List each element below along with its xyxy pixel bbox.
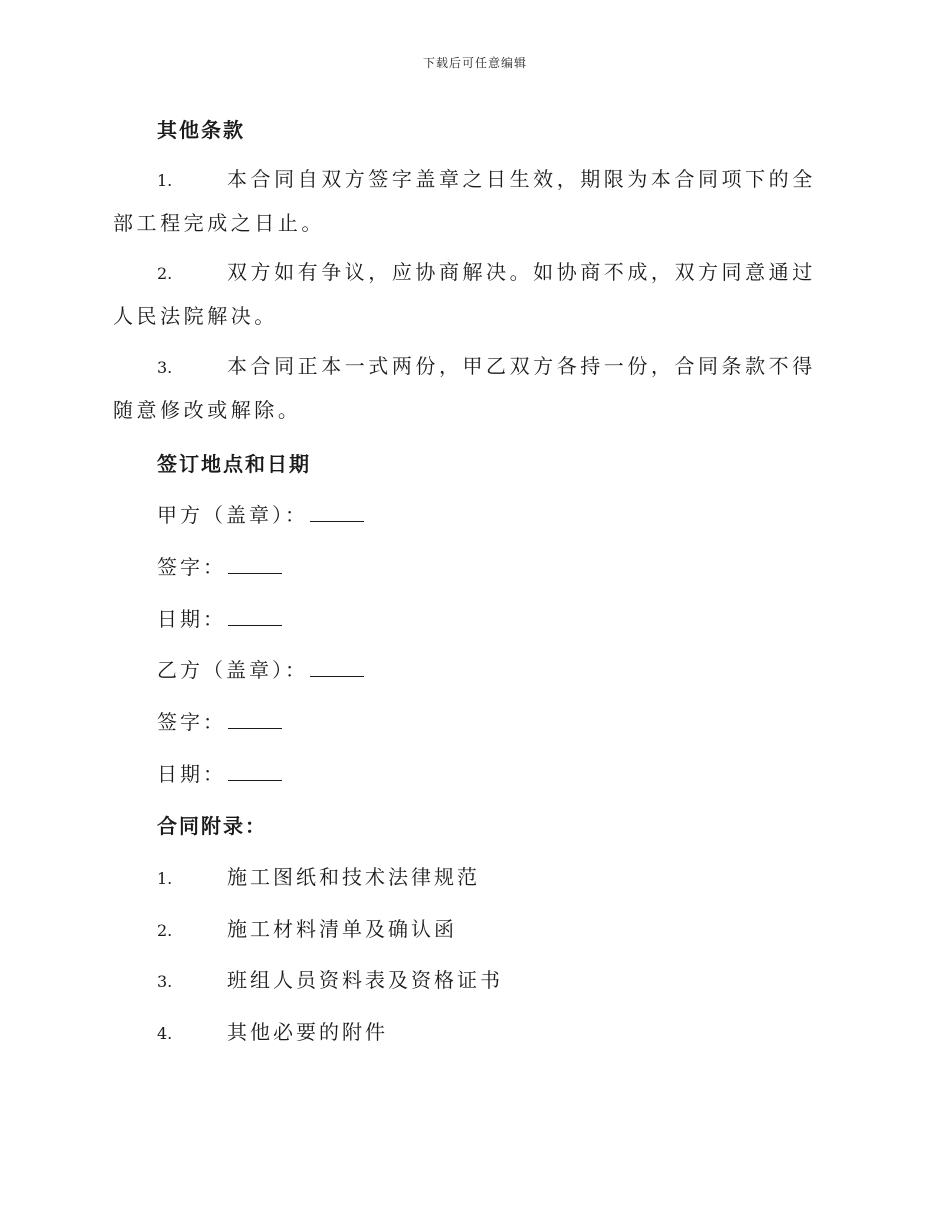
clause-number: 3. [157, 358, 173, 377]
field-label: 日期： [157, 607, 226, 631]
field-label: 日期： [157, 762, 226, 786]
section-title-other-terms: 其他条款 [157, 118, 245, 142]
party-a-signature-field [157, 551, 282, 580]
field-label: 乙方（盖章）： [157, 658, 308, 682]
clause-number: 1. [157, 171, 173, 190]
appendix-item-4 [157, 1016, 388, 1045]
clause-2 [113, 251, 833, 337]
section-title-appendix: 合同附录： [157, 814, 267, 838]
party-b-date-field [157, 758, 282, 787]
party-b-signature-blank[interactable] [228, 712, 282, 729]
field-label: 签字： [157, 555, 226, 579]
item-number: 3. [157, 972, 173, 991]
party-a-seal-blank[interactable] [310, 505, 364, 522]
item-number: 2. [157, 921, 173, 940]
party-a-date-blank[interactable] [228, 609, 282, 626]
section-title-signing: 签订地点和日期 [157, 452, 311, 476]
party-a-date-field [157, 603, 282, 632]
appendix-item-1 [157, 861, 480, 890]
field-label: 甲方（盖章）： [157, 503, 308, 527]
appendix-item-3 [157, 964, 503, 993]
party-b-seal-field [157, 654, 364, 683]
party-a-seal-field [157, 499, 364, 528]
party-b-signature-field [157, 706, 282, 735]
item-number: 1. [157, 869, 173, 888]
item-text: 其他必要的附件 [227, 1020, 388, 1044]
clause-text: 双方如有争议，应协商解决。如协商不成，双方同意通过人民法院解决。 [113, 260, 816, 328]
item-text: 施工材料清单及确认函 [227, 917, 457, 941]
appendix-item-2 [157, 913, 457, 942]
party-b-seal-blank[interactable] [310, 660, 364, 677]
clause-text: 本合同自双方签字盖章之日生效，期限为本合同项下的全部工程完成之日止。 [113, 167, 816, 235]
party-b-date-blank[interactable] [228, 764, 282, 781]
clause-1 [113, 158, 833, 244]
clause-text: 本合同正本一式两份，甲乙双方各持一份，合同条款不得随意修改或解除。 [113, 354, 816, 422]
item-text: 施工图纸和技术法律规范 [227, 865, 480, 889]
party-a-signature-blank[interactable] [228, 557, 282, 574]
field-label: 签字： [157, 710, 226, 734]
item-text: 班组人员资料表及资格证书 [227, 968, 503, 992]
item-number: 4. [157, 1024, 173, 1043]
clause-3 [113, 345, 833, 431]
header-note: 下载后可任意编辑 [422, 56, 527, 70]
clause-number: 2. [157, 264, 173, 283]
